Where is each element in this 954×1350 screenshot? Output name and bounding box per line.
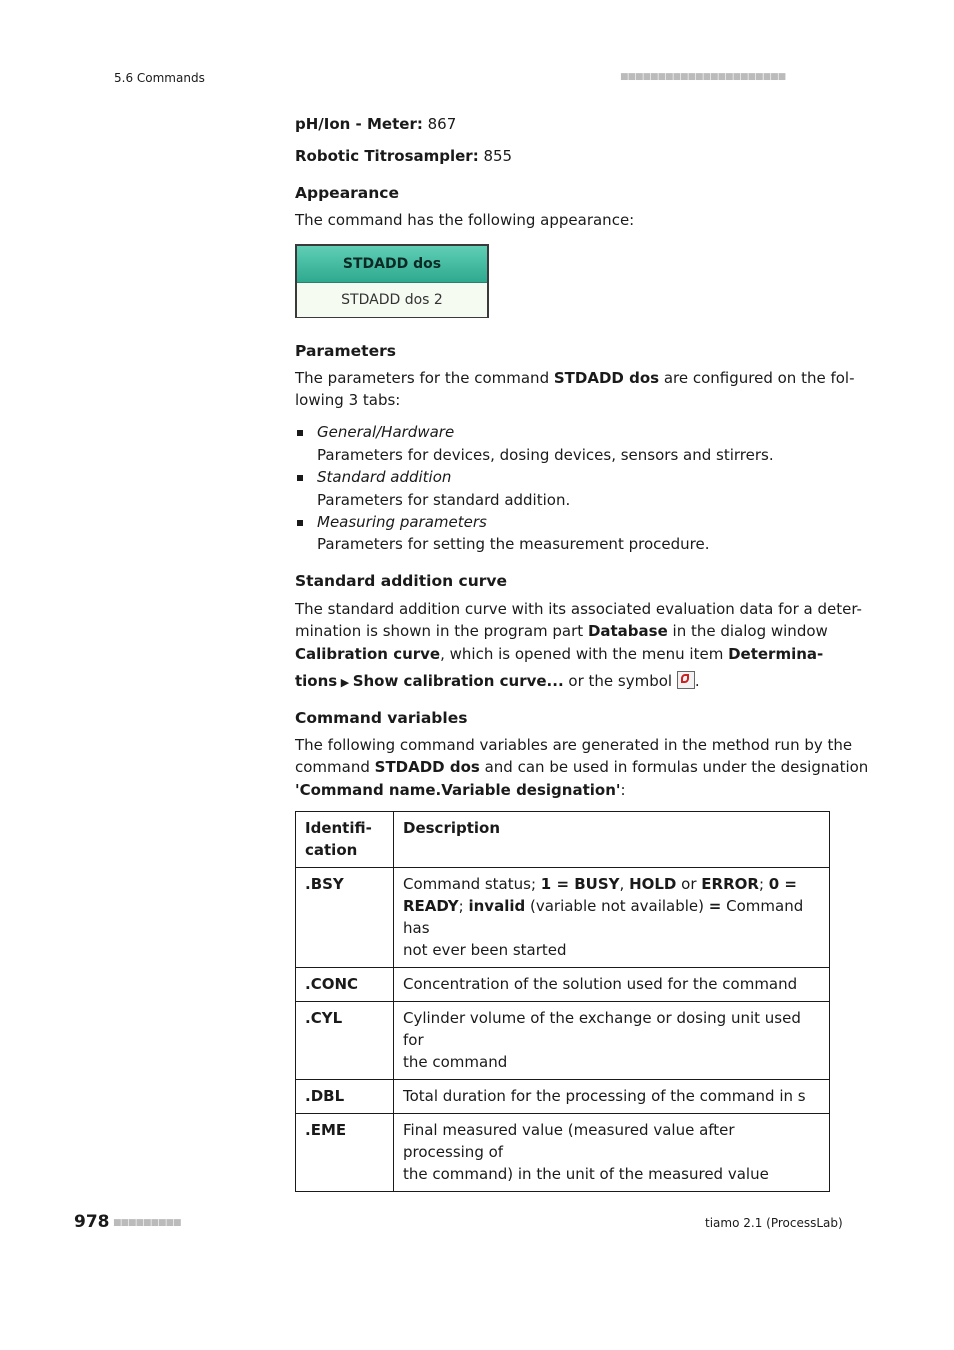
- heading-parameters: Parameters: [295, 342, 396, 360]
- tab-name-measuring: Measuring parameters: [317, 513, 487, 531]
- variable-id: .CYL: [296, 1002, 394, 1080]
- variable-id: .CONC: [296, 968, 394, 1002]
- running-header-section: 5.6 Commands: [114, 71, 205, 85]
- command-box-name: STDADD dos 2: [297, 283, 487, 317]
- variable-description: Command status; 1 = BUSY, HOLD or ERROR; 0 = READY; invalid (variable not available) = Command has not ever been started: [394, 868, 830, 968]
- table-row: [296, 1080, 830, 1114]
- variables-text-1: The following command variables are generated in the method run by the: [295, 736, 853, 754]
- parameters-text-2: lowing 3 tabs:: [295, 391, 401, 409]
- curve-text-3: Calibration curve, which is opened with the menu item Determina-: [295, 645, 824, 663]
- variable-description: Cylinder volume of the exchange or dosing unit used for the command: [394, 1002, 830, 1080]
- variable-description: Final measured value (measured value after processing of the command) in the unit of the measured value: [394, 1114, 830, 1192]
- table-row: [296, 1114, 830, 1192]
- command-variables-table: [295, 811, 830, 1192]
- calibration-curve-icon: [677, 671, 695, 689]
- table-header-row: [296, 812, 830, 868]
- tab-desc-measuring: Parameters for setting the measurement procedure.: [317, 535, 710, 553]
- variable-description: Total duration for the processing of the command in s: [394, 1080, 830, 1114]
- tab-desc-general: Parameters for devices, dosing devices, sensors and stirrers.: [317, 446, 774, 464]
- heading-command-variables: Command variables: [295, 709, 468, 727]
- curve-text-1: The standard addition curve with its associated evaluation data for a deter-: [295, 600, 862, 618]
- table-row: [296, 968, 830, 1002]
- footer-product: tiamo 2.1 (ProcessLab): [705, 1216, 843, 1230]
- device-line-titrosampler: Robotic Titrosampler: 855: [295, 147, 513, 165]
- column-header-description: Description: [394, 812, 830, 868]
- tab-name-standard-addition: Standard addition: [317, 468, 452, 486]
- appearance-text: The command has the following appearance:: [295, 211, 635, 229]
- table-row: [296, 1002, 830, 1080]
- running-header-dots: ■■■■■■■■■■■■■■■■■■■■■■: [620, 72, 786, 82]
- bullet-icon: [297, 430, 303, 436]
- bullet-icon: [297, 475, 303, 481]
- command-box-title: STDADD dos: [297, 246, 487, 283]
- variable-id: .EME: [296, 1114, 394, 1192]
- page-number: 978: [74, 1212, 110, 1232]
- command-appearance-box: [295, 244, 489, 318]
- heading-standard-addition-curve: Standard addition curve: [295, 572, 508, 590]
- tab-desc-standard-addition: Parameters for standard addition.: [317, 491, 571, 509]
- bullet-icon: [297, 520, 303, 526]
- parameters-text-1: The parameters for the command STDADD dos are configured on the fol-: [295, 369, 855, 387]
- device-line-ph-meter: pH/Ion - Meter: 867: [295, 115, 457, 133]
- tab-name-general: General/Hardware: [317, 423, 455, 441]
- variable-id: .BSY: [296, 868, 394, 968]
- footer-dots: ■■■■■■■■■: [113, 1218, 181, 1228]
- variables-text-2: command STDADD dos and can be used in formulas under the designation: [295, 758, 869, 776]
- variables-text-3: 'Command name.Variable designation':: [295, 781, 626, 799]
- curve-text-2: mination is shown in the program part Database in the dialog window: [295, 622, 828, 640]
- curve-text-4: tions ▶ Show calibration curve... or the symbol .: [295, 672, 700, 690]
- variable-id: .DBL: [296, 1080, 394, 1114]
- variable-description: Concentration of the solution used for the command: [394, 968, 830, 1002]
- heading-appearance: Appearance: [295, 184, 399, 202]
- table-row: [296, 868, 830, 968]
- column-header-identification: Identifi- cation: [296, 812, 394, 868]
